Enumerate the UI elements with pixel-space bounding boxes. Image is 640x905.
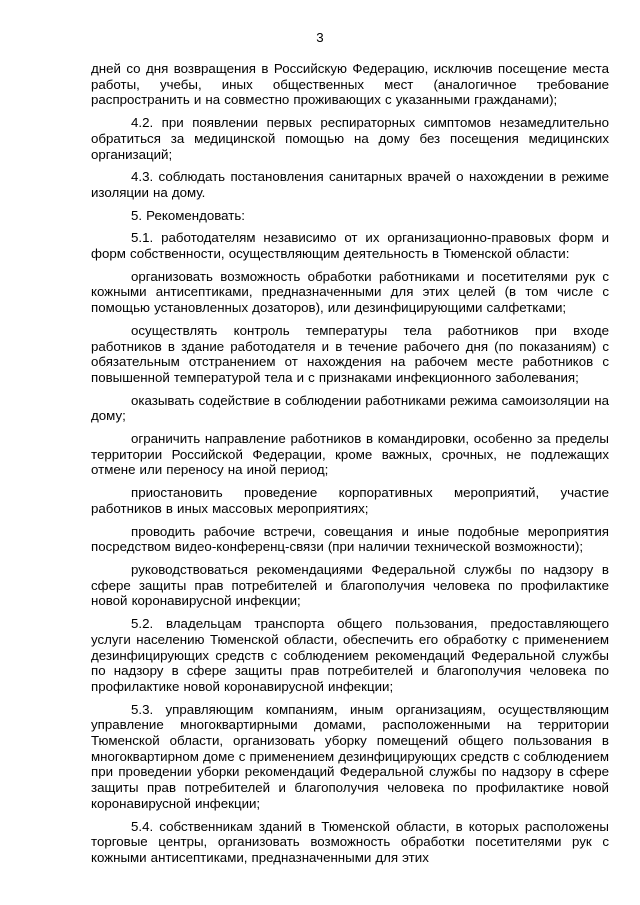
paragraph-business-trips: ограничить направление работников в командировки, особенно за пределы территории Российской Федерации, кроме важных, срочных, не подлежащих отмене или переносу на иной период; [91, 431, 609, 478]
paragraph-5-4: 5.4. собственникам зданий в Тюменской области, в которых расположены торговые центры, организовать возможность обработки посетителями рук с кожными антисептиками, предназначенными для этих [91, 818, 609, 865]
paragraph-5-3: 5.3. управляющим компаниям, иным организациям, осуществляющим управление многоквартирными домами, расположенными на территории Тюменской области, организовать уборку помещений общего пользования в многоквартирном доме с применением дезинфицирующих средств с соблюдением при проведении уборки рекомендаций Федеральной службы по надзору в сфере защиты прав потребителей и благополучия человека по профилактике новой коронавирусной инфекции; [91, 701, 609, 811]
paragraph-5: 5. Рекомендовать: [131, 207, 245, 223]
paragraph-recommendations: руководствоваться рекомендациями Федеральной службы по надзору в сфере защиты прав потребителей и благополучия человека по профилактике новой коронавирусной инфекции; [91, 561, 609, 609]
paragraph-5-1: 5.1. работодателям независимо от их организационно-правовых форм и форм собственности, осуществляющим деятельность в Тюменской области: [91, 230, 609, 262]
paragraph-video-conferencing: проводить рабочие встречи, совещания и иные подобные мероприятия посредством видео-конференц-связи (при наличии технической возможности); [91, 523, 609, 555]
page-number: 3 [316, 30, 324, 45]
document-body [91, 61, 609, 873]
paragraph-temperature-control: осуществлять контроль температуры тела работников при входе работников в здание работодателя и в течение рабочего дня (по показаниям) с обязательным отстранением от нахождения на рабочем месте работников с повышенной температурой тела и с признаками инфекционного заболевания; [91, 322, 609, 385]
paragraph-continuation: дней со дня возвращения в Российскую Федерацию, исключив посещение места работы, учебы, иных общественных мест (аналогичное требование распространить и на совместно проживающих с указанными гражданами); [91, 61, 609, 108]
paragraph-4-2: 4.2. при появлении первых респираторных симптомов незамедлительно обратиться за медицинской помощью на дому без посещения медицинских организаций; [91, 115, 609, 162]
paragraph-antiseptics: организовать возможность обработки работниками и посетителями рук с кожными антисептиками, предназначенными для этих целей (в том числе с помощью установленных дозаторов), или дезинфицирующими салфетками; [91, 268, 609, 316]
paragraph-corporate-events: приостановить проведение корпоративных мероприятий, участие работников в иных массовых мероприятиях; [91, 485, 609, 516]
paragraph-4-3: 4.3. соблюдать постановления санитарных врачей о нахождении в режиме изоляции на дому. [91, 169, 609, 200]
paragraph-5-2: 5.2. владельцам транспорта общего пользования, предоставляющего услуги населению Тюменской области, обеспечить его обработку с применением дезинфицирующих средств с соблюдением рекомендаций Федеральной службы по надзору в сфере защиты прав потребителей и благополучия человека по профилактике новой коронавирусной инфекции; [91, 616, 609, 694]
paragraph-self-isolation: оказывать содействие в соблюдении работниками режима самоизоляции на дому; [91, 392, 609, 424]
